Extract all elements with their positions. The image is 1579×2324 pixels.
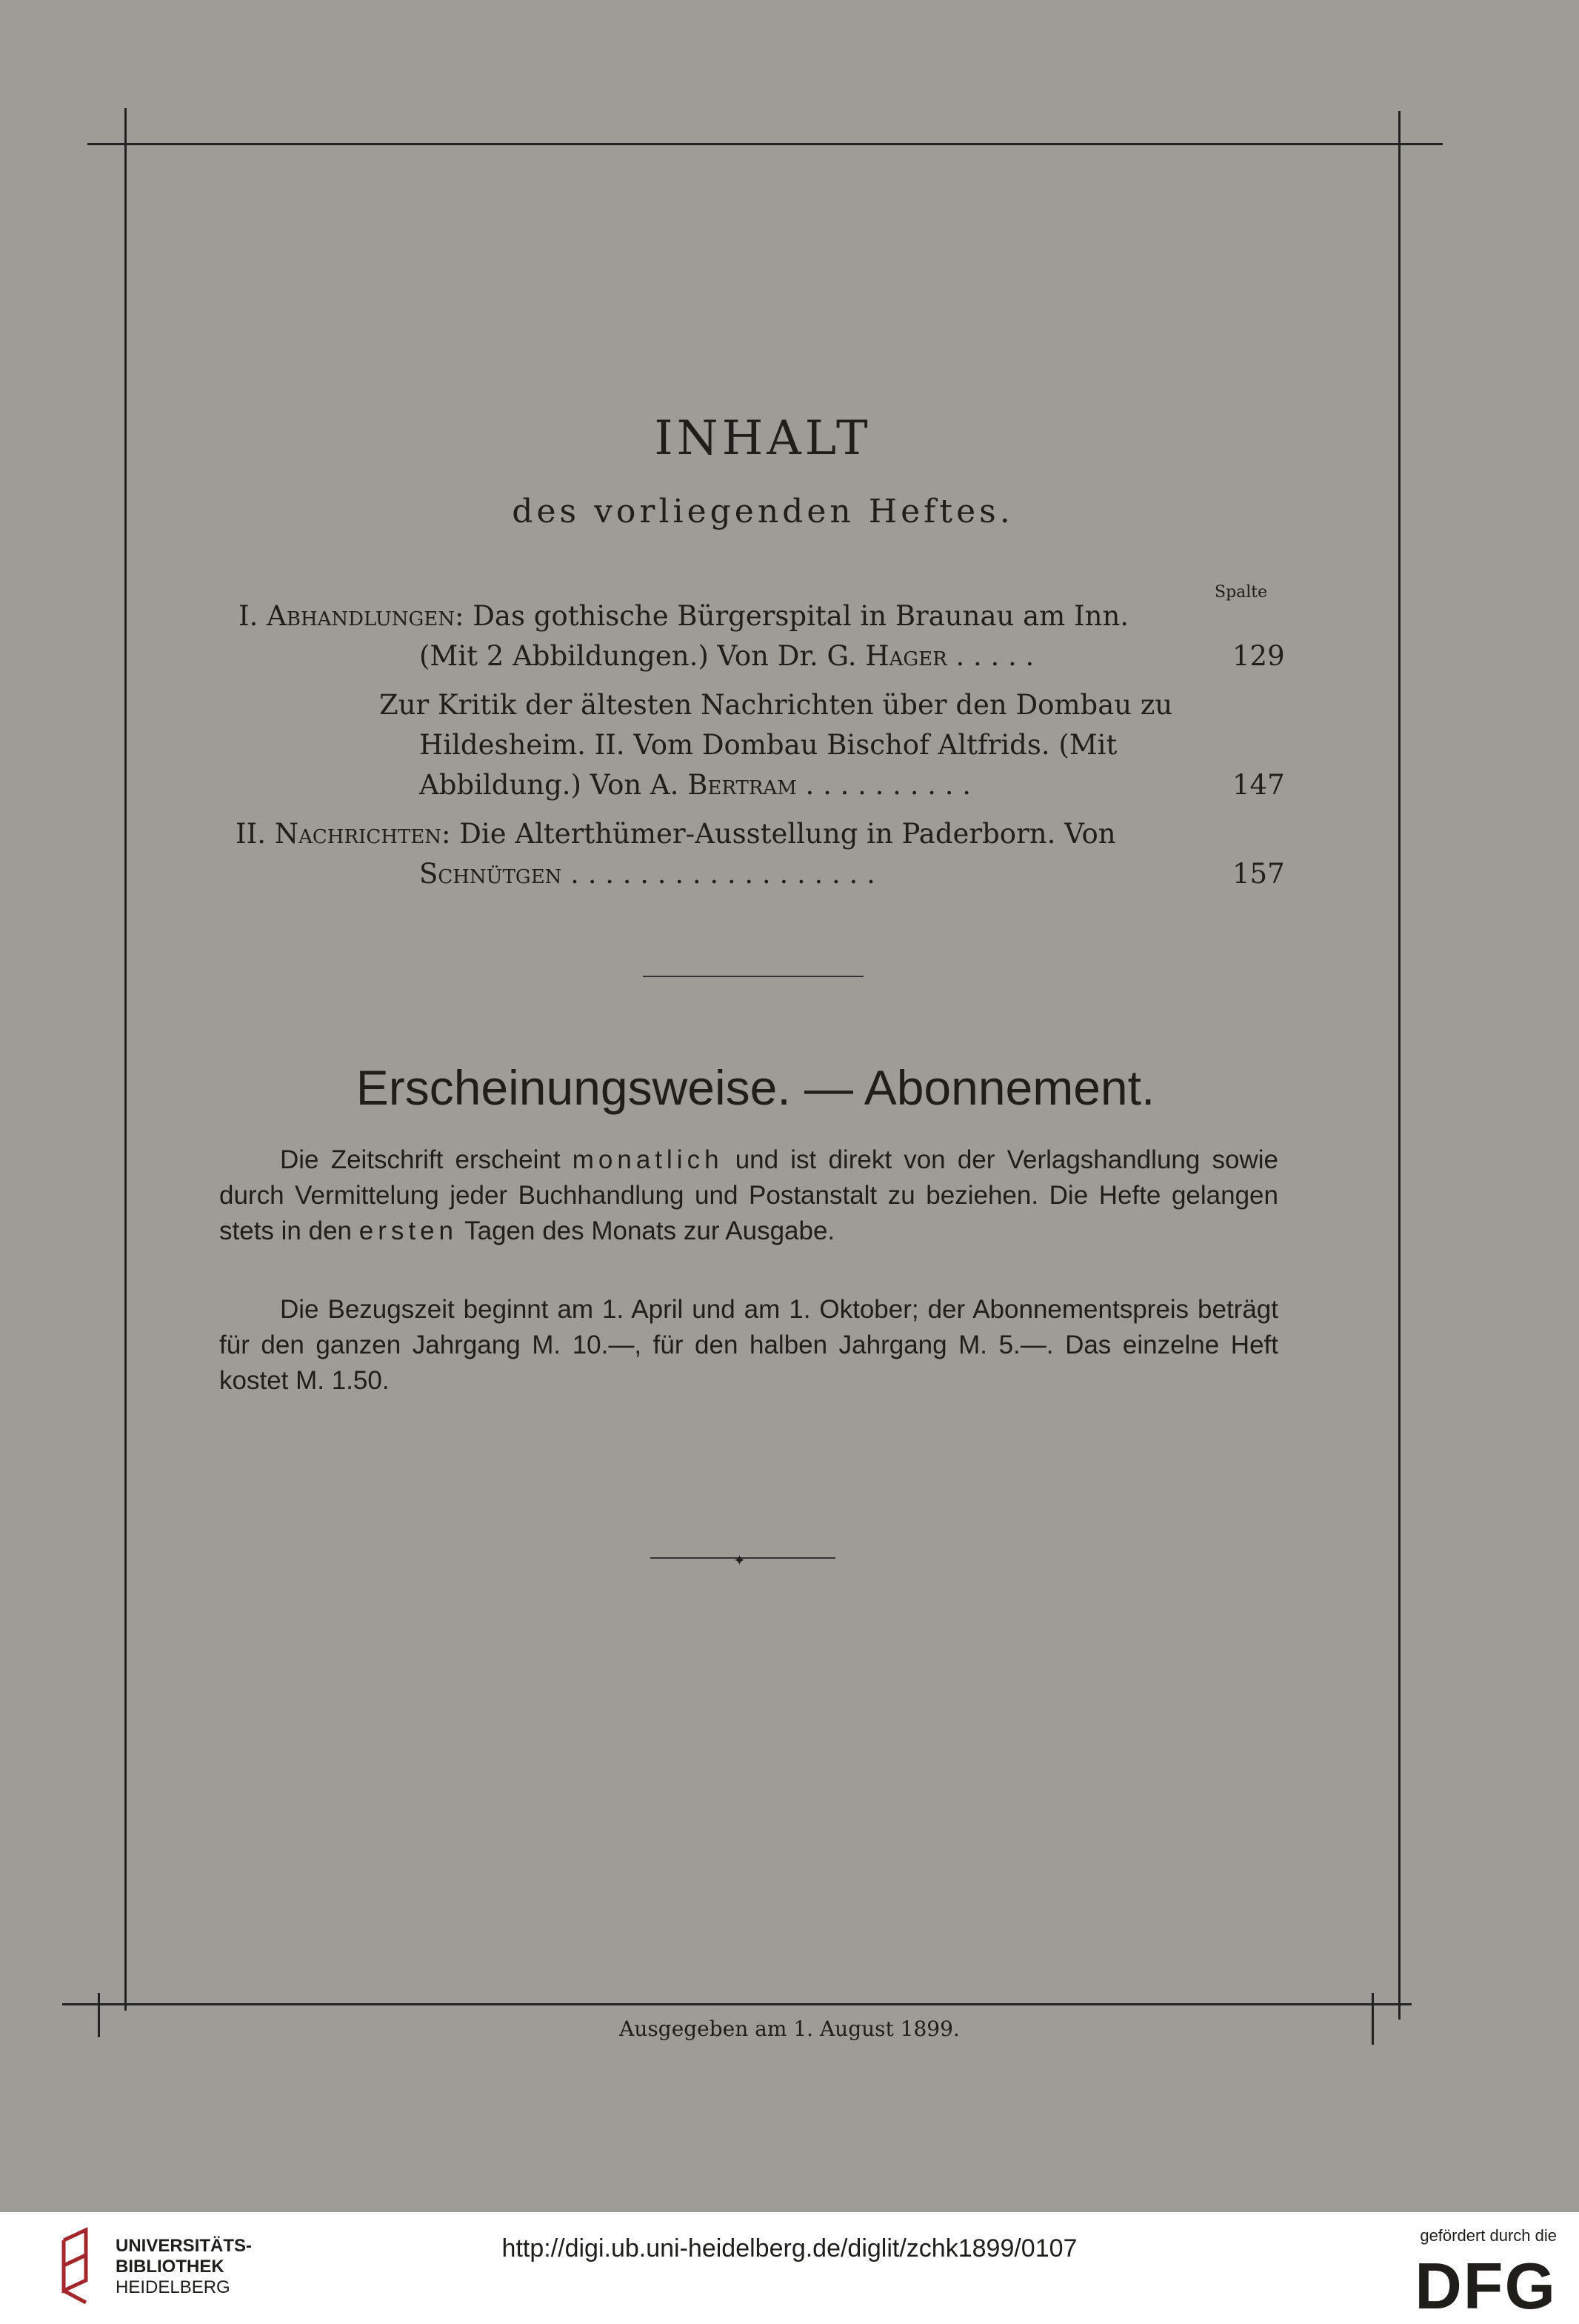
- toc-entry-2-line-1: Zur Kritik der ältesten Nachrichten über den Dombau zu: [379, 689, 1173, 721]
- toc-entry-1-line-1: I. Abhandlungen: Das gothische Bürgerspital in Braunau am Inn.: [238, 600, 1129, 632]
- section-heading: Erscheinungsweise. — Abonnement.: [355, 1060, 1155, 1115]
- paragraph-publication: Die Zeitschrift erscheint monatlich und ist direkt von der Verlagshandlung sowie durch Vermittelung jeder Buchhandlung und Postanstalt zu beziehen. Die Hefte gelangen stets in den ersten Tagen des Monats zur Ausgabe.: [219, 1145, 1278, 1245]
- library-name-line-2: BIBLIOTHEK: [116, 2257, 224, 2277]
- section-divider: [643, 976, 864, 977]
- library-name-line-3: HEIDELBERG: [116, 2277, 230, 2297]
- toc-entry-1-line-2: (Mit 2 Abbildungen.) Von Dr. G. Hager . . . . .: [419, 640, 1035, 672]
- frame-bottom-rule: [62, 2003, 1412, 2005]
- paragraph-subscription: Die Bezugszeit beginnt am 1. April und am 1. Oktober; der Abonnementspreis beträgt für den ganzen Jahrgang M. 10.—, für den halben Jahrgang M. 5.—. Das einzelne Heft kostet M. 1.50.: [219, 1295, 1278, 1395]
- ornament-mark: ✦: [733, 1551, 746, 1569]
- page-title: INHALT: [654, 411, 872, 466]
- page-subtitle: des vorliegenden Heftes.: [512, 493, 1014, 530]
- funded-by-label: gefördert durch die: [1420, 2226, 1557, 2245]
- toc-entry-2-line-2: Hildesheim. II. Vom Dombau Bischof Altfrids. (Mit: [419, 729, 1118, 761]
- toc-entry-3-line-1: II. Nachrichten: Die Alterthümer-Ausstellung in Paderborn. Von: [236, 818, 1116, 850]
- footer-bar: [0, 2212, 1579, 2324]
- toc-entry-3-page: 157: [1232, 858, 1285, 890]
- source-url-link[interactable]: http://digi.ub.uni-heidelberg.de/diglit/zchk1899/0107: [501, 2234, 1078, 2263]
- dfg-logo: DFG: [1415, 2249, 1557, 2323]
- library-name-line-1: UNIVERSITÄTS-: [116, 2236, 253, 2256]
- toc-entry-1-page: 129: [1232, 640, 1285, 672]
- toc-entry-2-line-3: Abbildung.) Von A. Bertram . . . . . . . . . .: [419, 769, 972, 801]
- toc-entry-3-line-2: Schnütgen . . . . . . . . . . . . . . . . . .: [419, 858, 875, 890]
- issue-date: Ausgegeben am 1. August 1899.: [619, 2017, 960, 2041]
- frame-top-rule: [87, 143, 1443, 145]
- column-label: Spalte: [1215, 583, 1268, 602]
- toc-entry-2-page: 147: [1232, 769, 1285, 801]
